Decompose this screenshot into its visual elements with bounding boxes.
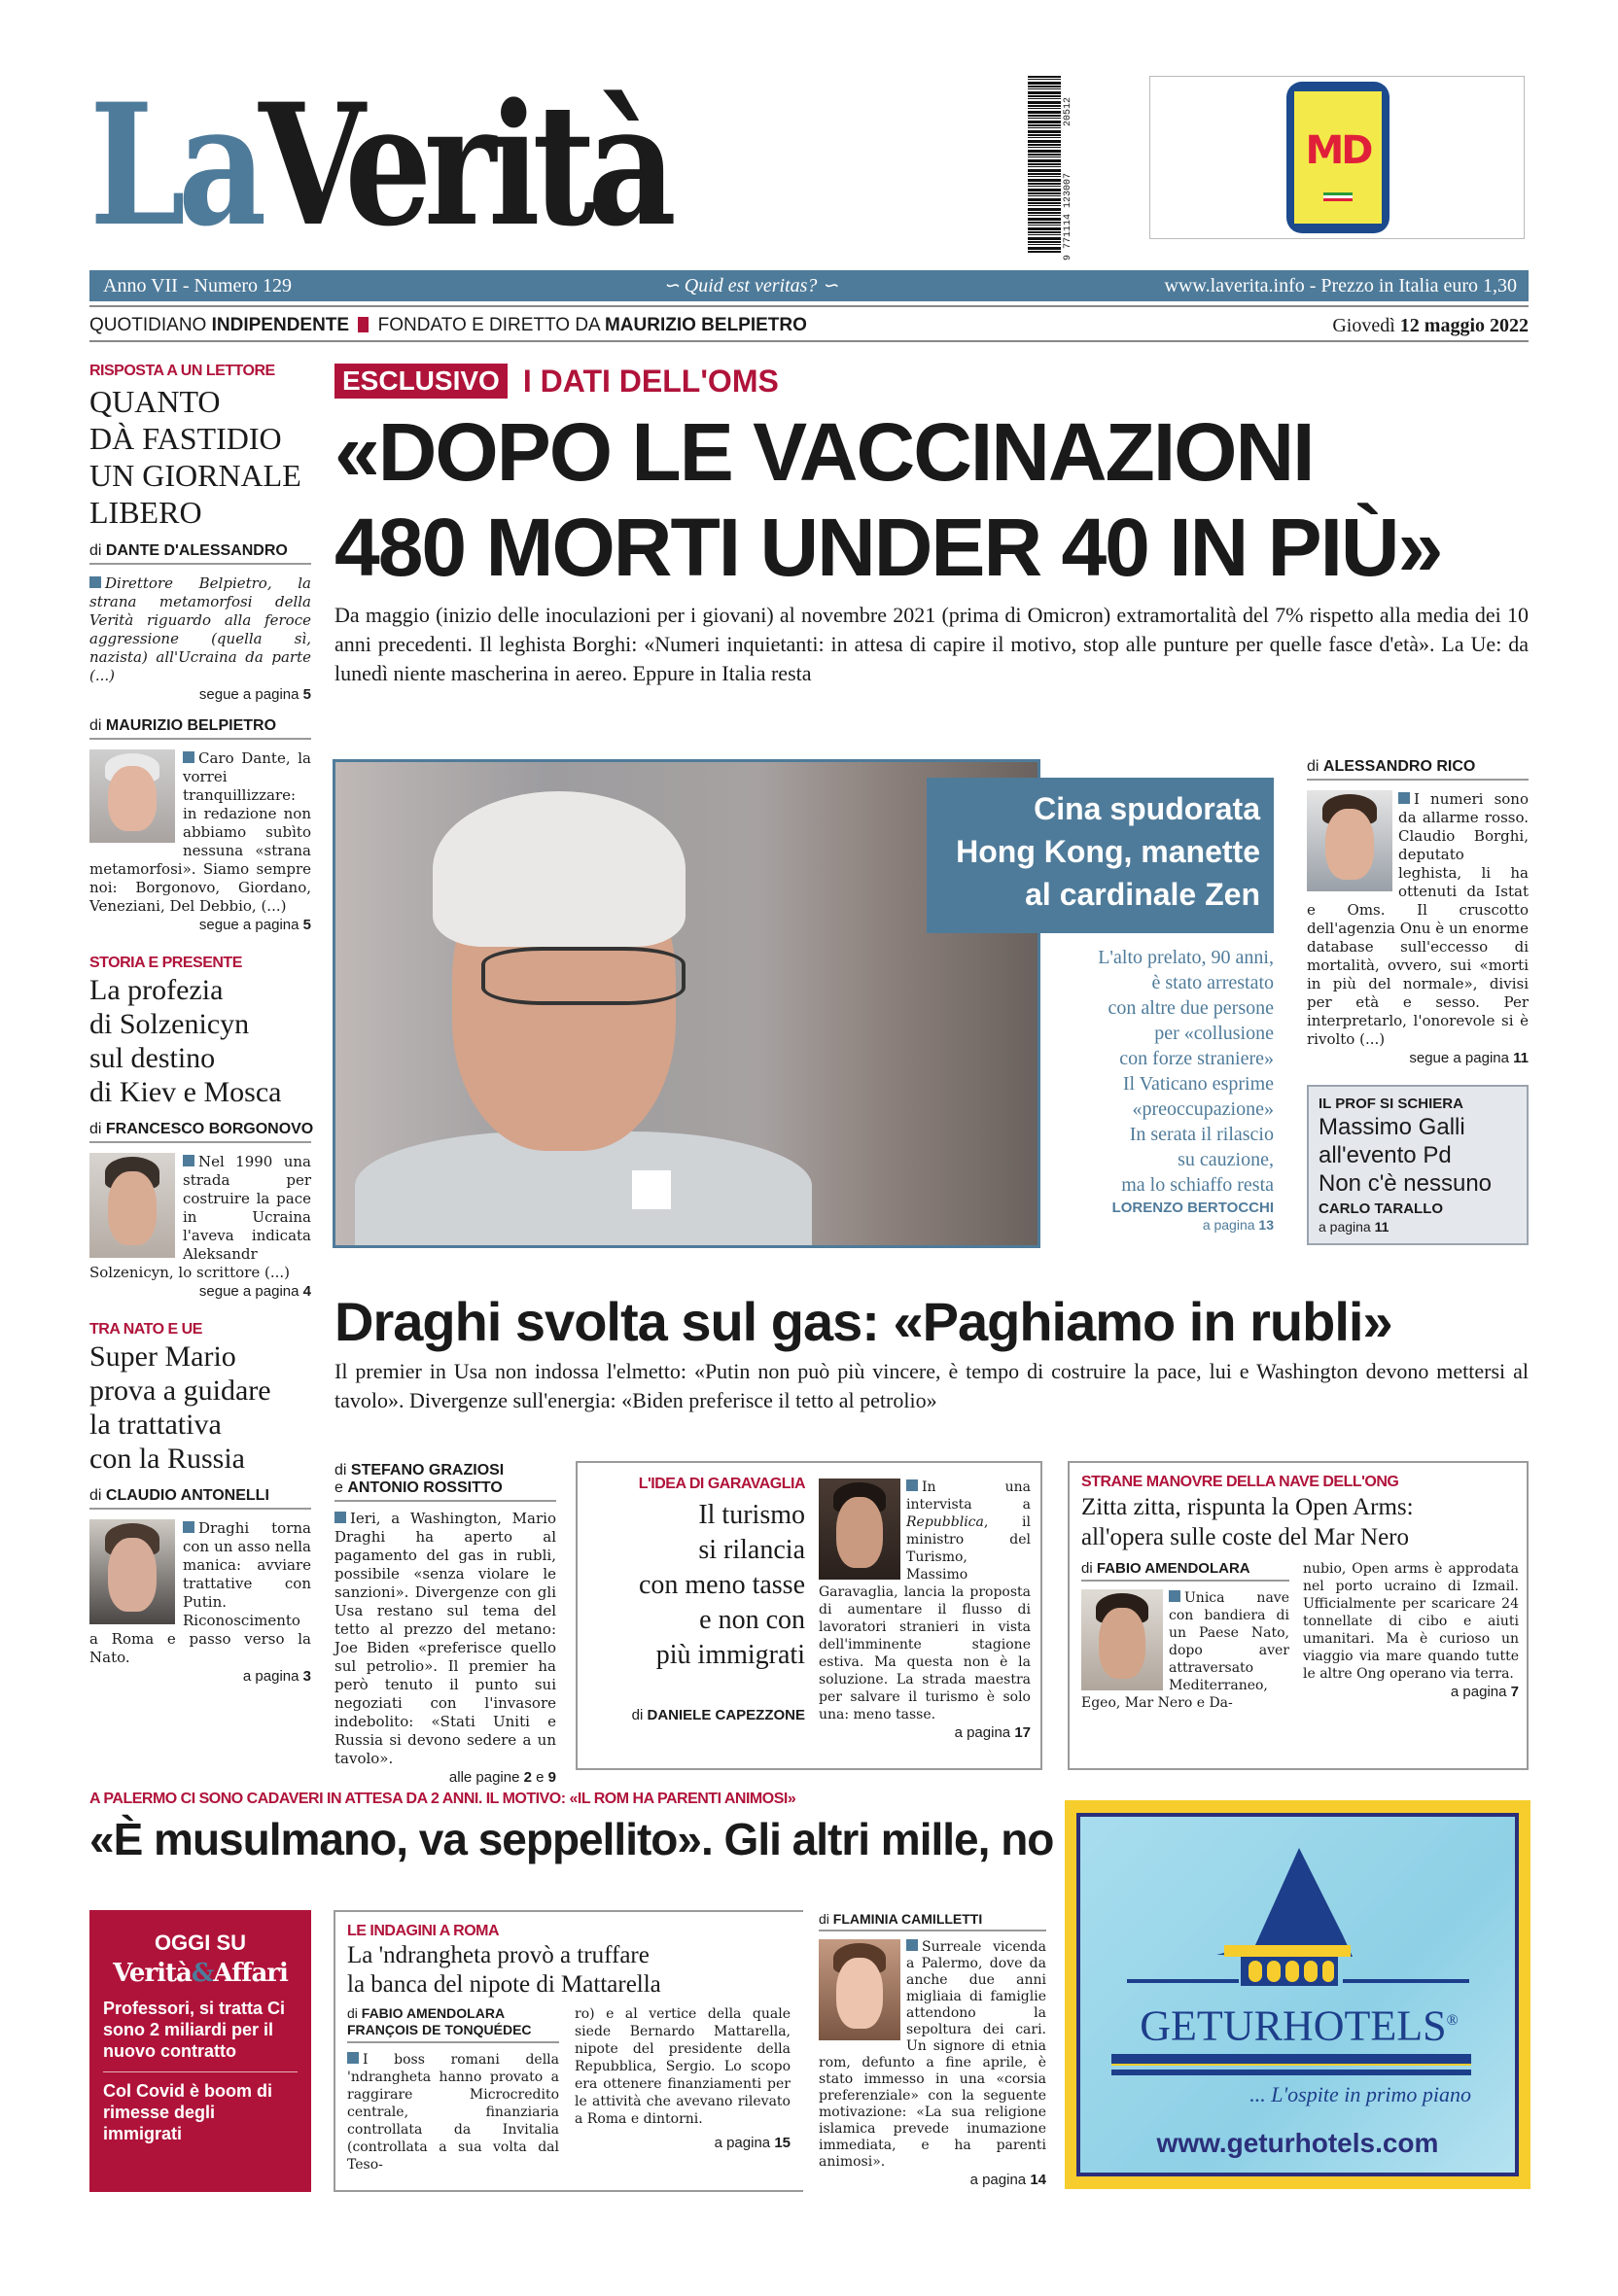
byline-di: di	[334, 1462, 351, 1478]
byline-di: di	[89, 1487, 106, 1504]
deck-line: «preoccupazione»	[1132, 1098, 1274, 1120]
deck-line: L'alto prelato, 90 anni,	[1098, 947, 1274, 968]
brand-ampersand: &	[191, 1959, 214, 1988]
title-line: Il turismo	[698, 1500, 805, 1530]
barcode	[1028, 76, 1076, 261]
galli-box[interactable]	[1307, 1085, 1529, 1245]
galli-page[interactable]	[1319, 1218, 1517, 1235]
brand-underline	[1111, 2054, 1471, 2066]
cina-deck	[1046, 945, 1274, 1233]
deck-line: In serata il rilascio	[1129, 1124, 1274, 1145]
author-photo-belpietro	[89, 749, 175, 843]
deck-line: per «collusione	[1154, 1023, 1274, 1044]
date-day: Giovedì	[1332, 315, 1400, 336]
logo-la: La	[89, 66, 260, 263]
title-line: all'opera sulle coste del Mar Nero	[1081, 1524, 1410, 1550]
byline-di: di	[819, 1911, 833, 1927]
article-text	[334, 1510, 556, 1768]
window	[1267, 1961, 1281, 1982]
page-number: 3	[302, 1668, 311, 1685]
turismo-box[interactable]	[576, 1461, 1042, 1770]
title-line: Non c'è nessuno	[1319, 1170, 1493, 1197]
byline-author: ANTONIO ROSSITTO	[347, 1479, 503, 1496]
stripe-right	[1343, 1979, 1469, 1983]
title-line: prova a guidare	[89, 1374, 271, 1407]
deck-line: Il Vaticano esprime	[1122, 1073, 1274, 1095]
article-text-content: Surreale vicenda a Palermo, dove da anche due anni migliaia di famiglie attendono la sepoltura dei cari. Un signore di etnia rom, defunto a fine aprile, è stato immesso in una «corsia preferenziale» con la seguente motivazione: «La sua religione islamica prevede inumazione immediata, e ha parenti animosi».	[819, 1939, 1046, 2170]
md-logo-text: MD	[1305, 128, 1371, 173]
bullet-square-icon	[183, 751, 194, 763]
byline	[89, 542, 311, 565]
title-line: QUANTO	[89, 384, 221, 419]
segue-label: segue a pagina	[198, 1283, 303, 1300]
page-number: 11	[1513, 1050, 1529, 1066]
byline-di: di	[1081, 1560, 1097, 1577]
article-text-content: Unica nave con bandiera di un Paese Nato, dopo aver attraversato Mediterraneo, Egeo, Mar Nero e Da-	[1081, 1590, 1289, 1711]
bullet-square-icon	[183, 1521, 194, 1533]
article-text-content: I boss romani della 'ndrangheta hanno provato a raggirare Microcredito centrale, finanziaria controllata da Invitalia (controllata a sua volta dal Teso-	[347, 2052, 559, 2173]
byline	[89, 1121, 314, 1143]
deck-line: con altre due persone	[1108, 997, 1274, 1019]
page-number: 5	[302, 917, 311, 933]
cina-page[interactable]	[1046, 1217, 1274, 1233]
page-and: e	[531, 1769, 548, 1786]
deck-line: su cauzione,	[1178, 1149, 1274, 1170]
md-logo	[1286, 82, 1389, 233]
bullet-square-icon	[906, 1939, 918, 1951]
deck-line: con forze straniere»	[1119, 1048, 1274, 1069]
kicker: IL PROF SI SCHIERA	[1319, 1096, 1463, 1112]
article-text-content: In una intervista a	[906, 1479, 1031, 1513]
geturhotels-url[interactable]: www.geturhotels.com	[1156, 2128, 1439, 2158]
bullet-square-icon	[906, 1479, 918, 1491]
exclusive-badge: ESCLUSIVO	[334, 364, 508, 399]
page-number: 15	[774, 2135, 791, 2151]
brand-underline-2	[1111, 2070, 1471, 2075]
draghi-article[interactable]	[334, 1462, 556, 1787]
article-solzenicyn[interactable]	[89, 954, 314, 1301]
bullet-square-icon	[334, 1512, 346, 1523]
headline-line-1: «DOPO LE VACCINAZIONI	[334, 406, 1314, 498]
title-line: Zitta zitta, rispunta la Open Arms:	[1081, 1494, 1414, 1520]
byline	[1307, 758, 1529, 781]
openarms-title	[1081, 1492, 1519, 1552]
title-line: di Kiev e Mosca	[89, 1076, 282, 1108]
verita-affari-box[interactable]	[89, 1910, 311, 2192]
palermo-headline: «È musulmano, va seppellito». Gli altri mille, no	[89, 1814, 1054, 1864]
brand-text: GETURHOTELS	[1140, 2001, 1447, 2050]
palermo-article[interactable]	[819, 1911, 1046, 2189]
byline	[1081, 1560, 1289, 1582]
roof-band	[1224, 1945, 1351, 1957]
affari-item-2[interactable]: Col Covid è boom di rimesse degli immigrati	[103, 2081, 272, 2143]
barcode-number-bottom: 9 771114 123007	[1063, 172, 1073, 261]
hotel-roof-logo	[1109, 1838, 1479, 1994]
title-line: e non con	[699, 1605, 805, 1635]
byline-and: e	[334, 1479, 348, 1496]
left-column	[89, 362, 314, 1686]
byline-di: di	[89, 1121, 106, 1137]
window	[1322, 1961, 1334, 1982]
window	[1304, 1961, 1318, 1982]
affari-label: OGGI SU	[154, 1931, 247, 1955]
article-text-content: Caro Dante, la vorrei tranquillizzare: in redazione non abbiamo subìto nessuna «strana metamorfosi». Siamo sempre noi: Borgonovo, Giordano, Veneziani, Del Debbio, (...)	[89, 749, 311, 915]
segue-label: alle pagine	[448, 1769, 524, 1786]
galli-author: CARLO TARALLO	[1319, 1200, 1444, 1217]
article-risposta-lettore[interactable]	[89, 362, 311, 704]
byline	[347, 2005, 559, 2043]
page-number: 5	[302, 686, 311, 703]
segue-label: a pagina	[1450, 1684, 1511, 1700]
byline-author: DANTE D'ALESSANDRO	[105, 542, 288, 559]
draghi-headline: Draghi svolta sul gas: «Paghiamo in rubli»	[334, 1291, 1392, 1352]
article-title	[89, 1339, 311, 1476]
kicker: STORIA E PRESENTE	[89, 955, 242, 971]
article-risposta-direttore[interactable]	[89, 717, 311, 934]
kicker: STRANE MANOVRE DELLA NAVE DELL'ONG	[1081, 1474, 1399, 1490]
segue-label: a pagina	[242, 1668, 303, 1685]
photo-glasses	[481, 947, 686, 1005]
continues-on-page[interactable]	[89, 1667, 311, 1686]
continues-on-page[interactable]	[1307, 1049, 1529, 1067]
article-text-content: , il ministro del Turismo, Massimo Garavaglia, lancia la proposta di aumentare il flusso di lavoratori stranieri in vista dell'imminente stagione estiva. Ma questa non è la soluzione. La strada maestra per salvare il turismo è solo una: meno tasse.	[819, 1514, 1031, 1722]
red-square-divider	[358, 317, 369, 332]
affari-brand	[89, 1957, 311, 1990]
article-title	[89, 383, 311, 531]
date-rest: 12 maggio 2022	[1399, 315, 1529, 336]
geturhotels-brand	[1090, 1994, 1508, 2054]
page-number: 9	[547, 1769, 556, 1786]
continues-on-page[interactable]	[1303, 1683, 1519, 1701]
author-photo-borgonovo	[89, 1153, 175, 1258]
byline-author: CLAUDIO ANTONELLI	[105, 1487, 269, 1504]
site-and-price[interactable]: www.laverita.info - Prezzo in Italia euro 1,30	[1164, 275, 1517, 296]
byline-di: di	[631, 1707, 648, 1723]
draghi-story[interactable]	[334, 1289, 1529, 1415]
motto-text: Quid est veritas?	[684, 275, 818, 296]
byline	[89, 717, 311, 740]
article-text: ro) e al vertice della quale siede Bernardo Mattarella, nipote del presidente della Repubblica, Sergio. Lo scopo era ottenere finanziamenti per le attività che avevano rilevato a Roma e dintorni.	[575, 2006, 791, 2127]
byline-author: ALESSANDRO RICO	[1322, 758, 1476, 775]
right-column	[1307, 758, 1529, 1245]
roof-shape	[1216, 1848, 1353, 1957]
stripe-left	[1127, 1979, 1239, 1983]
registered-mark: ®	[1446, 2012, 1459, 2029]
title-line: con meno tasse	[638, 1570, 805, 1600]
deck-line: è stato arrestato	[1151, 972, 1274, 993]
cina-author: LORENZO BERTOCCHI	[1111, 1200, 1274, 1216]
byline-author: FABIO AMENDOLARA	[1096, 1560, 1250, 1577]
author-photo-antonelli	[89, 1519, 175, 1624]
issue-date	[1332, 311, 1529, 340]
article-text-content: Nel 1990 una strada per costruire la pace in Ucraina l'aveva indicata Aleksandr Solzenicyn, lo scrittore (...)	[89, 1153, 311, 1281]
article-text-content: Draghi torna con un asso nella manica: avviare trattative con Putin. Riconoscimento a Roma e passo verso la Nato.	[89, 1519, 311, 1666]
bullet-square-icon	[347, 2052, 359, 2064]
article-text-content: I numeri sono da allarme rosso. Claudio Borghi, deputato leghista, li ha ottenuti da Istat e Oms. Il cruscotto dell'agenzia Onu è un enorme database sull'eccesso di mortalità, ovvero, sui «morti in più del normale», divisi per età e sesso. Per interpretarlo, l'onorevole si è rivolto (...)	[1307, 790, 1529, 1048]
brand-verita: Verità	[113, 1959, 192, 1988]
article-text-content: Direttore Belpietro, la strana metamorfosi della Verità riguardo alla feroce aggressione (quella sì, nazista) all'Ucraina da parte (...)	[89, 574, 311, 684]
ndrangheta-title	[347, 1941, 794, 2000]
continues-on-page[interactable]	[89, 685, 311, 704]
kicker: LE INDAGINI A ROMA	[347, 1923, 500, 1939]
continues-on-page[interactable]	[575, 2134, 791, 2152]
cina-headline-line: Cina spudorata	[1034, 791, 1260, 826]
md-advertisement[interactable]	[1149, 76, 1525, 239]
article-super-mario[interactable]	[89, 1320, 311, 1686]
lead-story[interactable]	[334, 362, 1529, 688]
lead-headline	[334, 404, 1529, 595]
barcode-number-top: 20512	[1063, 96, 1073, 126]
kicker: RISPOSTA A UN LETTORE	[89, 363, 275, 379]
ndrangheta-box[interactable]	[334, 1910, 803, 2192]
cina-headline-line: al cardinale Zen	[1025, 877, 1260, 912]
author-photo-amendolara	[1081, 1589, 1163, 1690]
page-number: 13	[1258, 1217, 1274, 1233]
window	[1285, 1961, 1299, 1982]
title-line: all'evento Pd	[1319, 1142, 1452, 1168]
photo-garavaglia	[819, 1478, 900, 1580]
continues-on-page[interactable]	[334, 1768, 556, 1787]
title-line: si rilancia	[698, 1535, 805, 1565]
headline-line-2: 480 MORTI UNDER 40 IN PIÙ»	[334, 502, 1442, 593]
continues-on-page[interactable]	[89, 1282, 311, 1301]
segue-label: a pagina	[954, 1724, 1015, 1741]
segue-label: a pagina	[969, 2172, 1031, 2188]
turismo-title	[589, 1498, 805, 1673]
brand-affari: Affari	[213, 1959, 288, 1988]
lead-kicker-row	[334, 362, 1529, 400]
page-number: 2	[523, 1769, 532, 1786]
galli-title	[1319, 1113, 1517, 1198]
byline	[589, 1706, 805, 1724]
author-photo-rico	[1307, 790, 1392, 891]
tagline	[89, 311, 1529, 342]
bullet-square-icon	[183, 1155, 194, 1166]
photo-hair	[433, 791, 686, 947]
window	[1249, 1961, 1262, 1982]
tagline-fondato: FONDATO E DIRETTO DA	[372, 315, 605, 335]
title-line: UN GIORNALE	[89, 458, 301, 493]
photo-collar	[632, 1170, 671, 1209]
geturhotels-advertisement[interactable]	[1065, 1800, 1530, 2189]
title-line: Super Mario	[89, 1340, 236, 1373]
title-line: Massimo Galli	[1319, 1114, 1465, 1140]
title-line: di Solzenicyn	[89, 1008, 250, 1040]
byline-di: di	[1307, 758, 1323, 775]
byline-author: FABIO AMENDOLARA	[361, 2005, 506, 2021]
byline-di: di	[347, 2005, 362, 2021]
palermo-story[interactable]	[89, 1789, 1052, 1868]
bullet-square-icon	[89, 576, 101, 588]
continues-on-page[interactable]	[89, 916, 311, 934]
byline-di: di	[89, 542, 106, 559]
kicker: A PALERMO CI SONO CADAVERI IN ATTESA DA 2 ANNI. IL MOTIVO: «IL ROM HA PARENTI ANIMOSI»	[89, 1791, 796, 1807]
motto: ∽ Quid est veritas? ∽	[663, 275, 839, 296]
affari-item-1[interactable]: Professori, si tratta Ci sono 2 miliardi per il nuovo contratto	[103, 1990, 298, 2072]
masthead	[89, 68, 1529, 350]
segue-label: segue a pagina	[1409, 1050, 1514, 1066]
draghi-summary: Il premier in Usa non indossa l'elmetto: «Putin non può più vincere, è tempo di costruire la pace, lui e Washington devono mettersi al tavolo». Divergenze sull'energia: «Biden preferisce il tetto al petrolio»	[334, 1359, 1529, 1412]
continues-on-page[interactable]	[819, 1723, 1031, 1742]
barcode-bars	[1028, 76, 1061, 253]
byline	[819, 1911, 1046, 1931]
title-line: La profezia	[89, 974, 224, 1006]
byline-author: STEFANO GRAZIOSI	[350, 1462, 505, 1478]
tagline-indipendente: INDIPENDENTE	[211, 315, 350, 335]
page-number: 17	[1014, 1724, 1031, 1741]
byline	[89, 1487, 311, 1510]
title-line: con la Russia	[89, 1443, 245, 1475]
page-number: 7	[1510, 1684, 1519, 1700]
byline-author: FLAMINIA CAMILLETTI	[832, 1911, 983, 1927]
title-line: DÀ FASTIDIO	[89, 421, 282, 456]
title-line: la trattativa	[89, 1409, 222, 1441]
tagline-quotidiano: QUOTIDIANO	[89, 315, 212, 335]
byline-di: di	[89, 717, 106, 734]
newspaper-logo	[89, 68, 669, 262]
segue-label: segue a pagina	[198, 917, 303, 933]
byline-author: MAURIZIO BELPIETRO	[105, 717, 277, 734]
continues-on-page[interactable]	[819, 2171, 1046, 2189]
issue-band	[89, 270, 1529, 301]
italy-flag-icon	[1323, 192, 1353, 201]
article-text-content: Ieri, a Washington, Mario Draghi ha aperto al pagamento del gas in rubli, possibile «senza violare le sanzioni». Divergenze con gli Usa restano sul tema del tetto al prezzo del metano: Joe Biden «preferisce quello sul petrolio». Il premier ha però tenuto il punto sui negoziati con l'invasore indebolito: «Stati Uniti e Russia si devono sedere a un tavolo».	[334, 1510, 556, 1767]
deck-line: ma lo schiaffo resta	[1121, 1174, 1274, 1196]
openarms-box[interactable]	[1068, 1461, 1529, 1770]
byline	[334, 1462, 556, 1502]
tagline-director: MAURIZIO BELPIETRO	[604, 315, 807, 335]
page-label: a pagina	[1319, 1219, 1375, 1235]
article-text: nubio, Open arms è approdata nel porto ucraino di Izmail. Ufficialmente per scaricare 24 tonnellate di cibo e aiuti umanitari. Ma è curioso un viaggio via mare quando tutte le altre Ong operano via terra.	[1303, 1561, 1519, 1682]
bullet-square-icon	[1398, 792, 1410, 804]
article-title	[89, 973, 311, 1109]
byline-author: FRANÇOIS DE TONQUÉDEC	[347, 2022, 532, 2037]
logo-verita: Verità	[259, 66, 669, 263]
cina-headline-line: Hong Kong, manette	[956, 834, 1260, 869]
issue-number: Anno VII - Numero 129	[103, 275, 293, 296]
geturhotels-slogan: ... L'ospite in primo piano	[1249, 2082, 1471, 2106]
title-line: LIBERO	[89, 495, 202, 530]
page-number: 14	[1030, 2172, 1046, 2188]
kicker: TRA NATO E UE	[89, 1321, 202, 1338]
title-line: La 'ndrangheta provò a truffare	[347, 1942, 650, 1968]
cina-headline-box[interactable]	[927, 778, 1274, 933]
article-text	[347, 2051, 559, 2174]
bullet-square-icon	[1169, 1590, 1180, 1602]
author-photo-camilletti	[819, 1939, 900, 2040]
page-label: a pagina	[1202, 1217, 1259, 1233]
article-text-italic: Repubblica	[906, 1514, 984, 1530]
title-line: più immigrati	[655, 1640, 805, 1670]
title-line: la banca del nipote di Mattarella	[347, 1971, 661, 1998]
page-number: 4	[302, 1283, 311, 1300]
lead-summary: Da maggio (inizio delle inoculazioni per i giovani) al novembre 2021 (prima di Omicron) extramortalità del 7% rispetto alla media dei 10 anni precedenti. Il leghista Borghi: «Numeri inquietanti: in attesa di capire il motivo, stop alle punture per quelle fasce d'età». La Ue: da lunedì niente mascherina in aereo. Eppure in Italia resta	[334, 603, 1529, 685]
article-text	[89, 574, 311, 685]
title-line: sul destino	[89, 1042, 216, 1074]
lead-continuation[interactable]	[1307, 758, 1529, 1067]
segue-label: a pagina	[714, 2135, 775, 2151]
page-number: 11	[1374, 1219, 1389, 1235]
ad-inner	[1076, 1813, 1519, 2176]
kicker: L'IDEA DI GARAVAGLIA	[638, 1476, 805, 1492]
byline-author: FRANCESCO BORGONOVO	[105, 1121, 314, 1137]
byline-author: DANIELE CAPEZZONE	[647, 1707, 805, 1723]
lead-kicker: I DATI DELL'OMS	[522, 364, 779, 399]
segue-label: segue a pagina	[198, 686, 303, 703]
